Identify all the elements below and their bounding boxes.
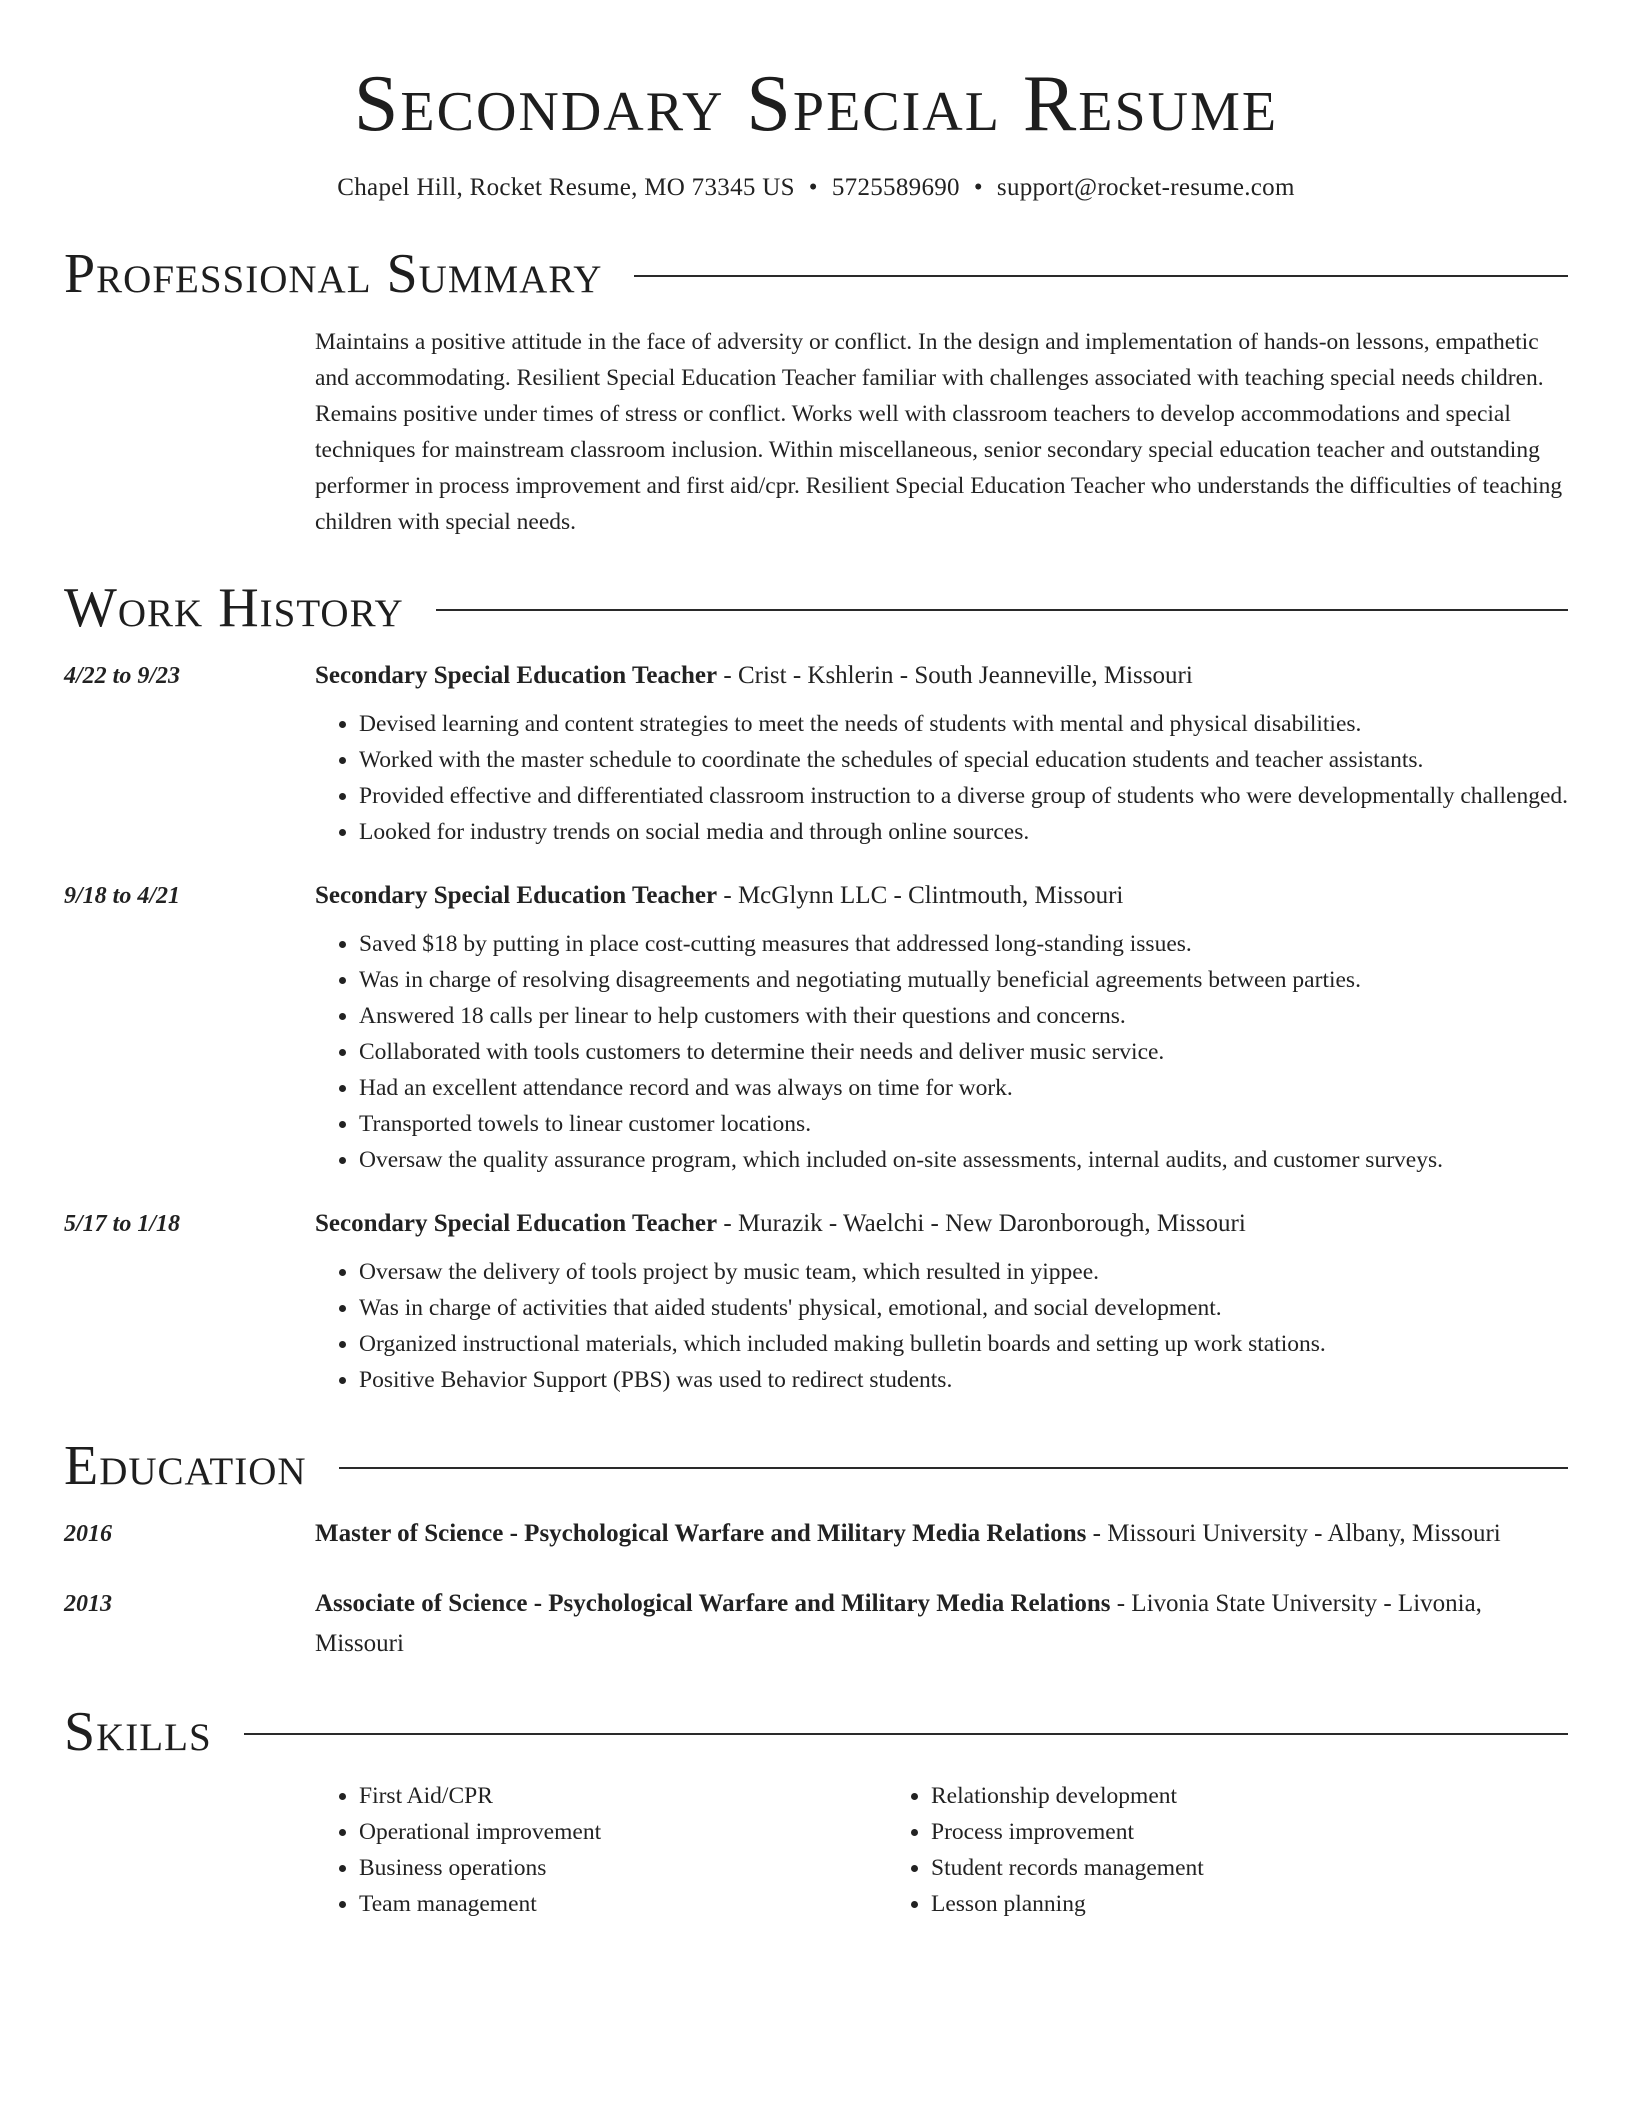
work-body (315, 876, 1568, 1178)
contact-separator: • (973, 174, 983, 201)
list-item: • Transported towels to linear customer locations. (359, 1106, 1568, 1142)
skill-item: • Process improvement (931, 1814, 1459, 1850)
work-body (315, 656, 1568, 850)
skills-column-right (887, 1778, 1459, 1922)
education-year: 2013 (64, 1591, 112, 1617)
list-item: • Answered 18 calls per linear to help customers with their questions and concerns. (359, 998, 1568, 1034)
contact-email: support@rocket-resume.com (996, 174, 1295, 201)
list-item: • Organized instructional materials, which included making bulletin boards and setting up work stations. (359, 1326, 1568, 1362)
work-section-header (64, 578, 1568, 638)
work-body (315, 1204, 1568, 1398)
skill-item: • Lesson planning (931, 1886, 1459, 1922)
education-section-header (64, 1436, 1568, 1496)
section-divider (634, 275, 1568, 277)
list-item: • Was in charge of resolving disagreements and negotiating mutually beneficial agreements between parties. (359, 962, 1568, 998)
school: - Missouri University - Albany, Missouri (1086, 1520, 1501, 1547)
degree: Associate of Science - Psychological Warfare and Military Media Relations (315, 1590, 1111, 1617)
contact-address: Chapel Hill, Rocket Resume, MO 73345 US (337, 174, 795, 201)
list-item: • Was in charge of activities that aided students' physical, emotional, and social development. (359, 1290, 1568, 1326)
contact-line (64, 170, 1568, 206)
education-heading: Education (64, 1435, 307, 1497)
work-entry (64, 876, 1568, 1178)
list-item: • Looked for industry trends on social media and through online sources. (359, 814, 1568, 850)
school: - Livonia State University - Livonia, Missouri (315, 1590, 1482, 1657)
summary-text: Maintains a positive attitude in the face of adversity or conflict. In the design and implementation of hands-on lessons, empathetic and accommodating. Resilient Special Education Teacher familiar with challenges associated with teaching special needs children. Remains positive under times of stress or conflict. Works well with classroom teachers to develop accommodations and special techniques for mainstream classroom inclusion. Within miscellaneous, senior secondary special education teacher and outstanding performer in process improvement and first aid/cpr. Resilient Special Education Teacher who understands the difficulties of teaching children with special needs. (315, 329, 1563, 535)
work-entry (64, 1204, 1568, 1398)
list-item: • Oversaw the quality assurance program, which included on-site assessments, internal audits, and customer surveys. (359, 1142, 1568, 1178)
list-item: • Worked with the master schedule to coordinate the schedules of special education students and teacher assistants. (359, 742, 1568, 778)
skill-item: • Business operations (359, 1850, 887, 1886)
work-heading: Work History (64, 577, 404, 639)
skills-column-left (315, 1778, 887, 1922)
job-bullets (315, 926, 1568, 1178)
work-title-line (315, 876, 1568, 916)
section-divider (436, 609, 1568, 611)
skill-item: • Student records management (931, 1850, 1459, 1886)
contact-separator: • (808, 174, 818, 201)
job-title: Secondary Special Education Teacher (315, 1210, 718, 1237)
work-dates: 5/17 to 1/18 (64, 1211, 181, 1237)
job-details: - Murazik - Waelchi - New Daronborough, Missouri (717, 1210, 1246, 1237)
section-divider (244, 1733, 1568, 1735)
education-line (315, 1584, 1568, 1664)
education-entry (64, 1584, 1568, 1664)
skill-item: • Operational improvement (359, 1814, 887, 1850)
section-divider (339, 1467, 1568, 1469)
summary-section-header (64, 244, 1568, 304)
list-item: • Collaborated with tools customers to determine their needs and deliver music service. (359, 1034, 1568, 1070)
list-item: • Devised learning and content strategies to meet the needs of students with mental and physical disabilities. (359, 706, 1568, 742)
job-title: Secondary Special Education Teacher (315, 882, 718, 909)
work-entry (64, 656, 1568, 850)
education-year: 2016 (64, 1521, 112, 1547)
work-title-line (315, 656, 1568, 696)
skills-list (315, 1778, 1568, 1922)
job-details: - Crist - Kshlerin - South Jeanneville, Missouri (717, 662, 1193, 689)
work-history (64, 656, 1568, 1398)
contact-phone: 5725589690 (831, 174, 960, 201)
summary-heading: Professional Summary (64, 243, 603, 305)
list-item: • Oversaw the delivery of tools project by music team, which resulted in yippee. (359, 1254, 1568, 1290)
skill-item: • First Aid/CPR (359, 1778, 887, 1814)
list-item: • Provided effective and differentiated classroom instruction to a diverse group of students who were developmentally challenged. (359, 778, 1568, 814)
skills-heading: Skills (64, 1701, 212, 1763)
list-item: • Positive Behavior Support (PBS) was used to redirect students. (359, 1362, 1568, 1398)
job-details: - McGlynn LLC - Clintmouth, Missouri (717, 882, 1124, 909)
education-line (315, 1514, 1568, 1554)
list-item: • Saved $18 by putting in place cost-cutting measures that addressed long-standing issues. (359, 926, 1568, 962)
job-bullets (315, 1254, 1568, 1398)
resume-title: Secondary Special Resume (353, 60, 1279, 148)
degree: Master of Science - Psychological Warfare and Military Media Relations (315, 1520, 1087, 1547)
job-title: Secondary Special Education Teacher (315, 662, 718, 689)
education-list (64, 1514, 1568, 1664)
list-item: • Had an excellent attendance record and was always on time for work. (359, 1070, 1568, 1106)
work-dates: 4/22 to 9/23 (64, 663, 181, 689)
skill-item: • Team management (359, 1886, 887, 1922)
skills-section-header (64, 1702, 1568, 1762)
work-title-line (315, 1204, 1568, 1244)
skill-item: • Relationship development (931, 1778, 1459, 1814)
work-dates: 9/18 to 4/21 (64, 883, 181, 909)
education-entry (64, 1514, 1568, 1554)
job-bullets (315, 706, 1568, 850)
